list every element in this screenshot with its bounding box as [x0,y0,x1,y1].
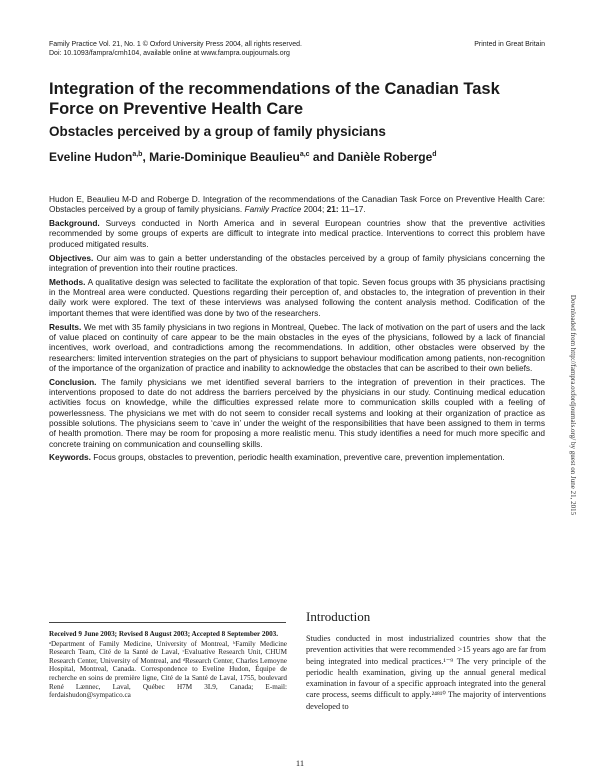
author-separator: and [309,150,338,164]
section-text: Focus groups, obstacles to prevention, periodic health examination, preventive care, prevention implementation. [93,452,505,463]
citation [49,194,545,215]
download-watermark: Downloaded from http://fampra.oxfordjournals.org/ by guest on June 21, 2015 [569,294,577,516]
abstract-background [49,218,545,249]
affiliations: ᵃDepartment of Family Medicine, University of Montreal, ᵇFamily Medicine Research Team, Cité de la Santé de Laval, ᶜEvaluative Research Unit, CHUM Research Center, University of Montreal, and ᵈResearch Center, Charles Lemoyne Hospital, Montreal, Canada. Correspondence to Eveline Hudon, Équipe de recherche en soins de première ligne, Cité de la Santé de Laval, 1755, boulevard René Lænnec, Laval, Québec H7M 3L9, Canada; E-mail: ferdaishudon@sympatico.ca [49,639,287,700]
citation-journal: Family Practice [244,204,302,215]
abstract-keywords [49,452,545,462]
author-separator: , [142,150,150,164]
received-dates: Received 9 June 2003; Revised 8 August 2003; Accepted 8 September 2003. [49,630,279,638]
footnote-divider [49,622,286,623]
section-text: Our aim was to gain a better understanding of the obstacles perceived by a group of family physicians concerning the integration of prevention into their routine practices. [49,252,545,273]
introduction-heading: Introduction [306,609,371,624]
citation-year: 2004; [303,204,325,215]
author-name: Eveline Hudon [49,150,133,164]
citation-volume: 21: [326,204,339,215]
section-text: A qualitative design was selected to facilitate the exploration of that topic. Seven focus groups with 35 physicians practising in the Montreal area were conducted. Questions regarding their perception of, and obstacles to, the integration of prevention in their daily work were explored. The text of these interviews was analysed following the content analysis method. Codification of the important themes that were identified was done by two of the researchers. [49,276,545,318]
journal-line: Family Practice Vol. 21, No. 1 © Oxford University Press 2004, all rights reserved. [49,41,302,48]
author-affiliation-sup: a,b [132,151,143,158]
author-name: Danièle Roberge [337,150,433,164]
section-label: Objectives. [49,252,94,263]
abstract-results [49,322,545,373]
section-label: Results. [49,321,82,332]
footnote [49,630,287,700]
author-affiliation-sup: d [432,151,437,158]
journal-header [49,40,545,58]
author-affiliation-sup: a,c [299,151,310,158]
introduction-text: Studies conducted in most industrialized countries show that the prevention activities that were recommended >15 years ago are far from being integrated into medical practices.¹⁻⁹ The very principle of the periodic health examination, giving up the annual general medical examination in favour of a specific approach integrated into the general care process, seems difficult to apply.²⁴⁸¹⁰ The majority of interventions developed to [306,634,546,711]
author-name: Marie-Dominique Beaulieu [149,150,300,164]
doi-line: Doi: 10.1093/fampra/cmh104, available online at www.fampra.oupjournals.org [49,50,290,57]
page-number: 11 [295,758,305,768]
section-label: Conclusion. [49,376,97,387]
article-subtitle: Obstacles perceived by a group of family physicians [49,124,386,139]
section-text: The family physicians we met identified several barriers to the integration of prevention in their practices. The interventions proposed to date do not address the barriers perceived by the physicians in our study. Continuing medical education activities focus on knowledge, while the difficulties expressed relate more to communication skills coupled with a feeling of powerlessness. The physicians we met with do not seem to consider recall systems and looking at their organization of practice as possible solutions. The physicians seem to ‘cave in’ under the weight of the responsibilities that have been assigned to them in terms of health promotion. There may be room for proposing a more realistic menu. This study identifies a need for much more specific and concrete training on communication and counselling skills. [49,376,546,449]
abstract-conclusion [49,377,545,449]
article-title: Integration of the recommendations of the Canadian Task Force on Preventive Health Care [49,80,500,118]
section-label: Background. [49,218,100,229]
section-label: Methods. [49,276,86,287]
printed-note: Printed in Great Britain [474,41,545,48]
citation-text: Hudon E, Beaulieu M-D and Roberge D. Integration of the recommendations of the Canadian Task Force on Preventive Health Care: Obstacles perceived by a group of family physicians. [49,194,545,215]
section-text: Surveys conducted in North America and in several European countries show that the preventive activities recommended by some groups of experts are difficult to integrate into medical practice. Interventions to correct this problem have produced mitigated results. [49,218,545,249]
section-label: Keywords. [49,452,91,463]
section-text: We met with 35 family physicians in two regions in Montreal, Quebec. The lack of motivation on the part of users and the lack of value placed on continuity of care appear to be the main obstacles in the eyes of the physicians, followed by a lack of financial incentives, work overload, and contradictions among the recommendations. In addition, other obstacles were observed by the researchers: limited intervention strategies on the part of physicians to support behaviour modification among patients, non-recognition of the importance of the organization of practice and inability to acknowledge the obstacles that can be ascribed to their own beliefs. [49,321,545,373]
abstract-objectives [49,253,545,274]
abstract-methods [49,277,545,318]
abstract [49,194,545,466]
citation-pages: 11–17. [340,204,366,215]
author-list [49,147,539,165]
